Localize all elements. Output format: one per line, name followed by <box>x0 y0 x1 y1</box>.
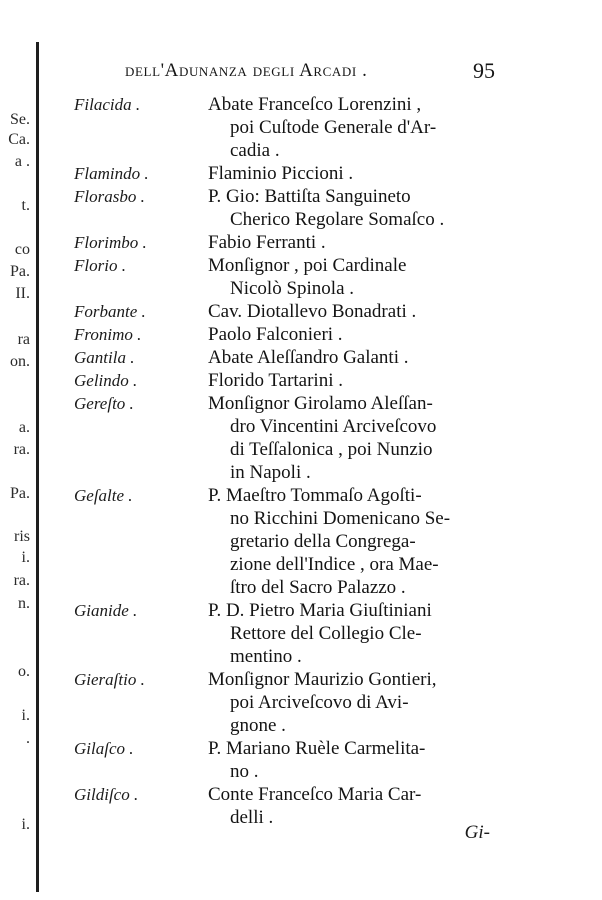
arcadian-name: Gianide . <box>74 601 138 620</box>
text-line: P. Mariano Ruèle Carmelita- <box>208 738 426 759</box>
margin-fragment: n. <box>18 595 30 612</box>
text-line: Paolo Falconieri . <box>208 324 343 345</box>
margin-fragment: . <box>26 730 30 747</box>
text-line: Monſignor Maurizio Gontieri, <box>208 669 437 690</box>
text-line: ſtro del Sacro Palazzo . <box>230 577 406 598</box>
text-line: Rettore del Collegio Cle- <box>230 623 422 644</box>
margin-fragment: ra <box>17 331 30 348</box>
margin-fragment: on. <box>10 353 30 370</box>
arcadian-name: Flamindo . <box>74 164 149 183</box>
member-description <box>208 162 493 185</box>
text-line: gnone . <box>230 715 286 736</box>
margin-fragment: ra. <box>13 572 30 589</box>
text-line: cadia . <box>230 140 280 161</box>
arcadian-name: Gantila . <box>74 348 135 367</box>
text-line: Cav. Diotallevo Bonadrati . <box>208 301 417 322</box>
arcadian-name: Florasbo . <box>74 187 145 206</box>
margin-fragment: Ca. <box>8 131 30 148</box>
margin-fragment: i. <box>21 549 30 566</box>
member-description <box>208 783 493 829</box>
text-line: poi Arciveſcovo di Avi- <box>230 692 409 713</box>
margin-fragment: a. <box>18 419 30 436</box>
member-description <box>208 668 493 737</box>
text-line: Fabio Ferranti . <box>208 232 326 253</box>
text-line: P. D. Pietro Maria Giuſtiniani <box>208 600 432 621</box>
text-line: Monſignor , poi Cardinale <box>208 255 407 276</box>
member-description <box>208 392 493 484</box>
text-line: gretario della Congrega- <box>230 531 416 552</box>
member-description <box>208 484 493 599</box>
page-number: 95 <box>473 58 495 83</box>
text-line: zione dell'Indice , ora Mae- <box>230 554 439 575</box>
text-line: in Napoli . <box>230 462 311 483</box>
member-description <box>208 254 493 300</box>
margin-fragment: ra. <box>13 441 30 458</box>
text-line: Conte Franceſco Maria Car- <box>208 784 422 805</box>
arcadian-name: Florio . <box>74 256 126 275</box>
arcadian-name: Florimbo . <box>74 233 147 252</box>
arcadian-name: Geſalte . <box>74 486 133 505</box>
text-line: no Ricchini Domenicano Se- <box>230 508 451 529</box>
arcadian-name: Fronimo . <box>74 325 142 344</box>
text-line: Abate Franceſco Lorenzini , <box>208 94 422 115</box>
member-description <box>208 323 493 346</box>
text-line: dro Vincentini Arciveſcovo <box>230 416 437 437</box>
text-line: Nicolò Spinola . <box>230 278 355 299</box>
arcadian-name: Gieraſtio . <box>74 670 145 689</box>
margin-fragment: o. <box>18 663 30 680</box>
member-description <box>208 346 493 369</box>
margin-fragment: co <box>14 241 30 258</box>
text-line: delli . <box>230 807 274 828</box>
member-description <box>208 185 493 231</box>
margin-fragment: ris <box>14 528 30 545</box>
member-description <box>208 93 493 162</box>
arcadian-name: Gereſto . <box>74 394 134 413</box>
text-line: Flaminio Piccioni . <box>208 163 354 184</box>
margin-fragment: t. <box>21 197 30 214</box>
margin-fragment: Pa. <box>10 485 30 502</box>
gutter-line <box>36 42 39 892</box>
text-line: Florido Tartarini . <box>208 370 343 391</box>
arcadian-name: Forbante . <box>74 302 146 321</box>
margin-fragment: i. <box>21 816 30 833</box>
text-line: mentino . <box>230 646 302 667</box>
text-line: di Teſſalonica , poi Nunzio <box>230 439 433 460</box>
margin-fragment: Pa. <box>10 263 30 280</box>
text-line: poi Cuſtode Generale d'Ar- <box>230 117 437 138</box>
member-description <box>208 300 493 323</box>
margin-fragment: II. <box>15 285 30 302</box>
text-line: P. Maeſtro Tommaſo Agoſti- <box>208 485 422 506</box>
arcadian-name: Gildiſco . <box>74 785 139 804</box>
member-description <box>208 231 493 254</box>
member-description <box>208 737 493 783</box>
text-line: no . <box>230 761 259 782</box>
text-line: P. Gio: Battiſta Sanguineto <box>208 186 411 207</box>
text-line: Abate Aleſſandro Galanti . <box>208 347 409 368</box>
member-description <box>208 599 493 668</box>
margin-fragment: Se. <box>10 111 30 128</box>
running-head: dell'Adunanza degli Arcadi . <box>125 60 368 81</box>
margin-fragment: a . <box>14 153 30 170</box>
arcadian-name: Gelindo . <box>74 371 138 390</box>
text-line: Cherico Regolare Somaſco . <box>230 209 445 230</box>
catchword: Gi- <box>464 822 490 843</box>
arcadian-name: Gilaſco . <box>74 739 134 758</box>
margin-fragment: i. <box>21 707 30 724</box>
page-header <box>125 58 495 86</box>
member-description <box>208 369 493 392</box>
arcadian-name: Filacida . <box>74 95 141 114</box>
text-line: Monſignor Girolamo Aleſſan- <box>208 393 433 414</box>
